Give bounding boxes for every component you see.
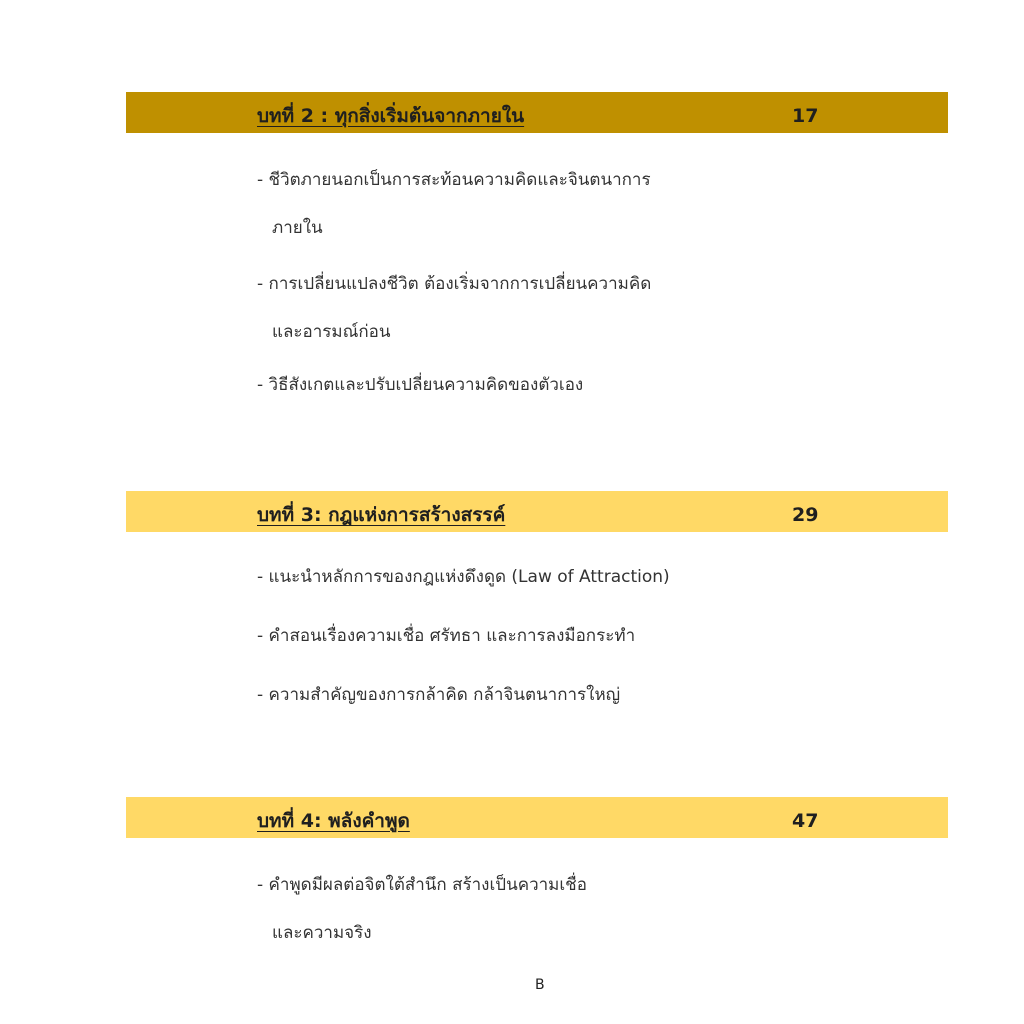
chapter-3-item-3: [257, 671, 777, 719]
item-line: - ชีวิตภายนอกเป็นการสะท้อนความคิดและจินตนาการ: [257, 170, 651, 190]
chapter-3-page-number: 29: [792, 504, 819, 526]
chapter-2-title: บทที่ 2 : ทุกสิ่งเริ่มต้นจากภายใน: [257, 105, 525, 127]
page-footer-letter: B: [535, 977, 545, 993]
chapter-4-item-1: [257, 861, 777, 957]
item-line: - คำสอนเรื่องความเชื่อ ศรัทธา และการลงมือกระทำ: [257, 626, 636, 646]
chapter-3-item-2: [257, 612, 777, 660]
item-line-continued: และอารมณ์ก่อน: [272, 322, 391, 342]
chapter-2-item-1: [257, 156, 777, 252]
chapter-2-page-number: 17: [792, 105, 819, 127]
chapter-3-title: บทที่ 3: กฎแห่งการสร้างสรรค์: [257, 504, 506, 526]
item-line: - แนะนำหลักการของกฎแห่งดึงดูด (Law of Attraction): [257, 567, 670, 587]
chapter-2-header-bar: [126, 92, 948, 133]
chapter-3-header-bar: [126, 491, 948, 532]
item-line: - การเปลี่ยนแปลงชีวิต ต้องเริ่มจากการเปลี่ยนความคิด: [257, 274, 652, 294]
item-line: - ความสำคัญของการกล้าคิด กล้าจินตนาการใหญ่: [257, 685, 621, 705]
chapter-4-header-bar: [126, 797, 948, 838]
chapter-2-item-2: [257, 260, 777, 356]
chapter-2-item-3: [257, 361, 777, 409]
chapter-4-title: บทที่ 4: พลังคำพูด: [257, 810, 410, 832]
item-line-continued: และความจริง: [272, 923, 372, 943]
chapter-4-page-number: 47: [792, 810, 819, 832]
item-line: - คำพูดมีผลต่อจิตใต้สำนึก สร้างเป็นความเชื่อ: [257, 875, 587, 895]
item-line: - วิธีสังเกตและปรับเปลี่ยนความคิดของตัวเอง: [257, 375, 584, 395]
chapter-3-item-1: [257, 553, 777, 601]
item-line-continued: ภายใน: [272, 218, 323, 238]
